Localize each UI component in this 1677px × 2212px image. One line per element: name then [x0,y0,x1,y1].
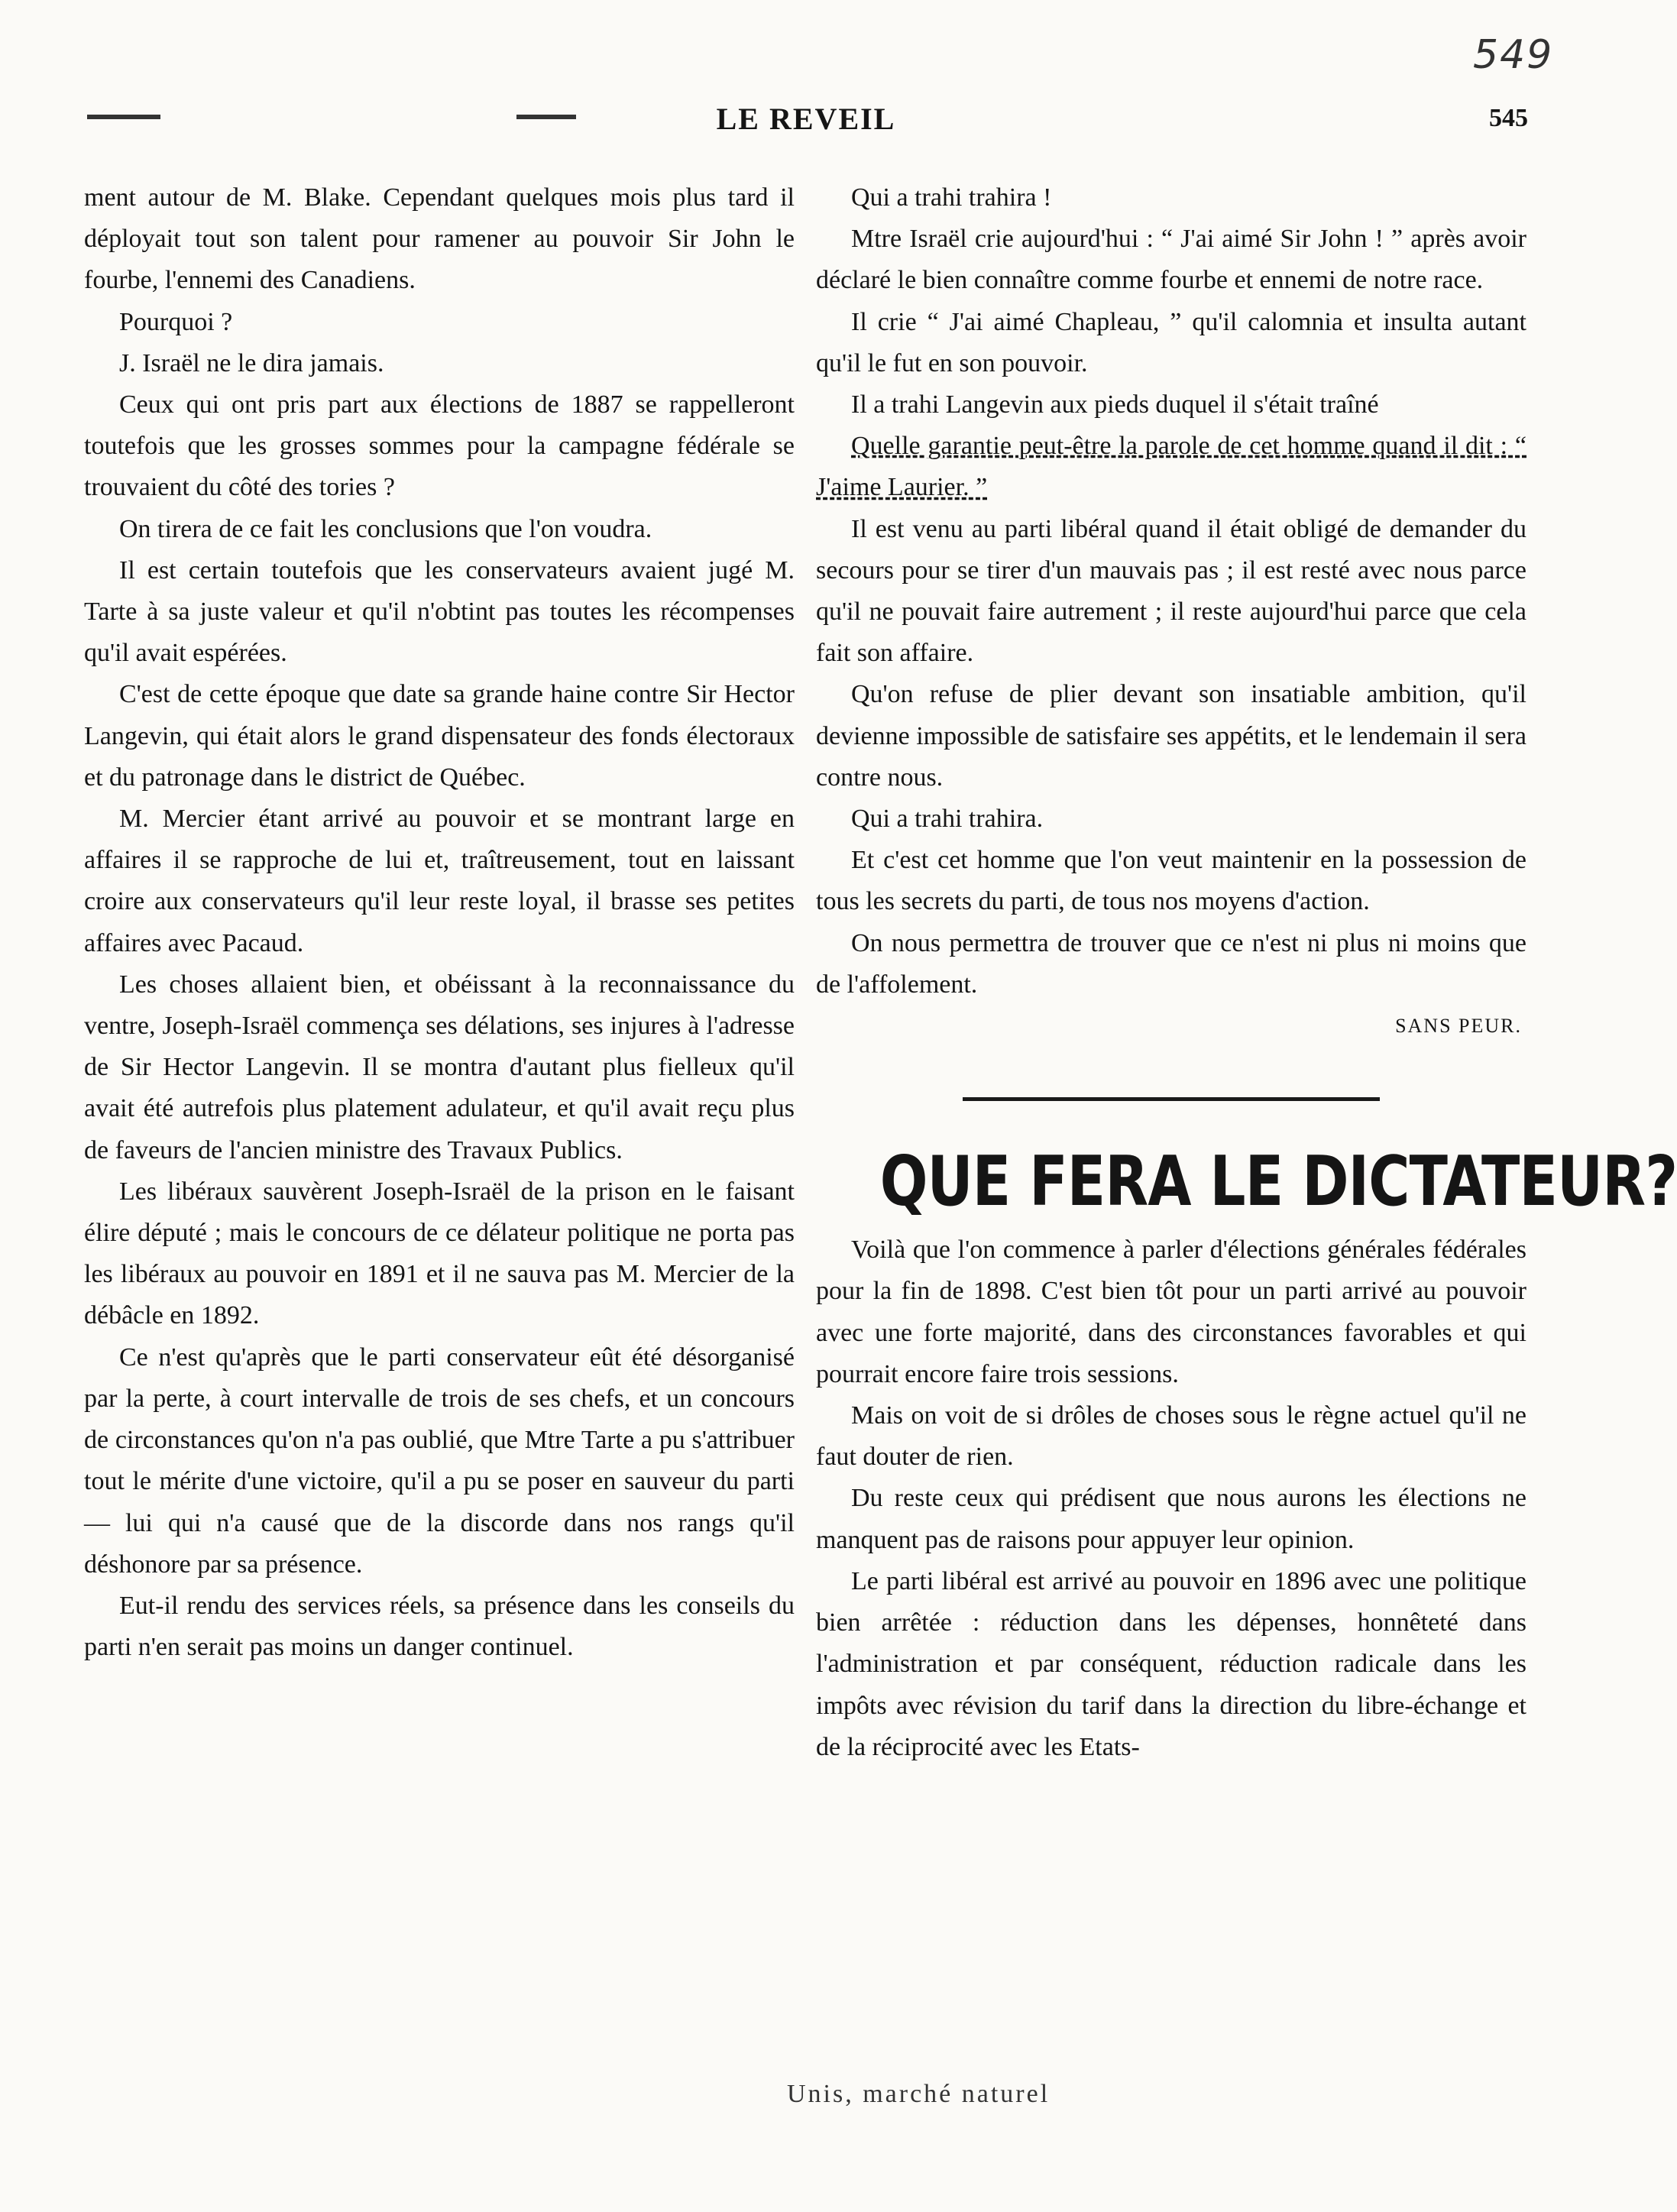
paragraph: Ceux qui ont pris part aux élections de 1887 se rappelleront toutefois que les grosses sommes pour la campagne fédérale se trouvaient du côté des tories ? [84,390,795,502]
paragraph: ment autour de M. Blake. Cependant quelques mois plus tard il déployait tout son talent pour ramener au pouvoir Sir John le fourbe, l'ennemi des Canadiens. [84,183,795,295]
paragraph: On tirera de ce fait les conclusions que l'on voudra. [119,514,652,543]
page-number: 545 [1489,104,1528,132]
paragraph: Les libéraux sauvèrent Joseph-Israël de la prison en le faisant élire député ; mais le concours de ce délateur politique ne porta pas les libéraux au pouvoir en 1891 et il ne sauva pas M. Mercier de la débâcle en 1892. [84,1177,795,1330]
running-title: LE REVEIL [716,102,896,136]
paragraph: Quelle garantie peut-être la parole de cet homme quand il dit : “ J'aime Laurier. ” [816,432,1526,502]
paragraph: Voilà que l'on commence à parler d'élections générales fédérales pour la fin de 1898. C'est bien tôt pour un parti arrivé au pouvoir avec une forte majorité, dans des circonstances favorables et qui pourrait encore faire trois sessions. [816,1236,1526,1388]
paragraph: Qui a trahi trahira ! [851,183,1052,212]
paragraph: Il est venu au parti libéral quand il était obligé de demander du secours pour se tirer d'un mauvais pas ; il est resté avec nous parce qu'il ne pouvait faire autrement ; il reste aujourd'hui parce que cela fait son affaire. [816,514,1526,668]
article-body [816,1229,1526,1768]
paragraph: Qu'on refuse de plier devant son insatiable ambition, qu'il devienne impossible de satisfaire ses appétits, et le lendemain il sera contre nous. [816,680,1526,792]
paragraph: Qui a trahi trahira. [851,805,1044,834]
left-column [84,177,795,1668]
paragraph: Ce n'est qu'après que le parti conservateur eût été désorganisé par la perte, à court intervalle de trois de ses chefs, et un concours de circonstances qu'on n'a pas oublié, que Mtre Tarte a pu s'attribuer tout le mérite d'une victoire, qu'il a pu se poser en sauveur du parti — lui qui n'a causé que de la discorde dans nos rangs qu'il déshonore par sa présence. [84,1342,795,1579]
paragraph: J. Israël ne le dira jamais. [119,348,384,377]
paragraph: Du reste ceux qui prédisent que nous aurons les élections ne manquent pas de raisons pour appuyer leur opinion. [816,1484,1526,1554]
paragraph: Le parti libéral est arrivé au pouvoir en 1896 avec une politique bien arrêtée : réduction dans les dépenses, honnêteté dans l'administration et par conséquent, réduction radicale dans les impôts avec révision du tarif dans la direction du libre-échange et de la réciprocité avec les Etats- [816,1566,1526,1761]
page-header [84,101,1528,147]
paragraph: Il crie “ J'ai aimé Chapleau, ” qu'il calomnia et insulta autant qu'il le fut en son pouvoir. [816,307,1526,377]
continuation-fragment: Unis, marché naturel [787,2080,1051,2108]
paragraph: C'est de cette époque que date sa grande haine contre Sir Hector Langevin, qui était alors le grand dispensateur des fonds électoraux et du patronage dans le district de Québec. [84,680,795,792]
paragraph: M. Mercier étant arrivé au pouvoir et se montrant large en affaires il se rapproche de lui et, traîtreusement, tout en laissant croire aux conservateurs qu'il leur reste loyal, il brasse ses petites affaires avec Pacaud. [84,805,795,957]
paragraph: Et c'est cet homme que l'on veut maintenir en la possession de tous les secrets du parti, de tous nos moyens d'action. [816,846,1526,916]
section-divider [963,1097,1380,1101]
paragraph: Eut-il rendu des services réels, sa présence dans les conseils du parti n'en serait pas moins un danger continuel. [84,1591,795,1662]
right-column [816,177,1677,1768]
article-headline: QUE FERA LE DICTATEUR? [879,1142,1677,1223]
paragraph: Pourquoi ? [119,307,233,336]
handwritten-page-number: 549 [1473,32,1554,78]
paragraph: Il est certain toutefois que les conservateurs avaient jugé M. Tarte à sa juste valeur et qu'il n'obtint pas toutes les récompenses qu'il avait espérées. [84,555,795,668]
paragraph: Mtre Israël crie aujourd'hui : “ J'ai aimé Sir John ! ” après avoir déclaré le bien connaître comme fourbe et ennemi de notre race. [816,225,1526,295]
paragraph: Mais on voit de si drôles de choses sous le règne actuel qu'il ne faut douter de rien. [816,1401,1526,1472]
signature: SANS PEUR. [1395,1015,1522,1038]
paragraph: On nous permettra de trouver que ce n'est ni plus ni moins que de l'affolement. [816,928,1526,999]
paragraph: Les choses allaient bien, et obéissant à la reconnaissance du ventre, Joseph-Israël commença ses délations, ses injures à l'adresse de Sir Hector Langevin. Il se montra d'autant plus fielleux qu'il avait été autrefois plus platement adulateur, et qu'il avait reçu plus de faveurs de l'ancien ministre des Travaux Publics. [84,970,795,1164]
paragraph: Il a trahi Langevin aux pieds duquel il s'était traîné [851,390,1379,419]
right-column-text [816,177,1526,1006]
